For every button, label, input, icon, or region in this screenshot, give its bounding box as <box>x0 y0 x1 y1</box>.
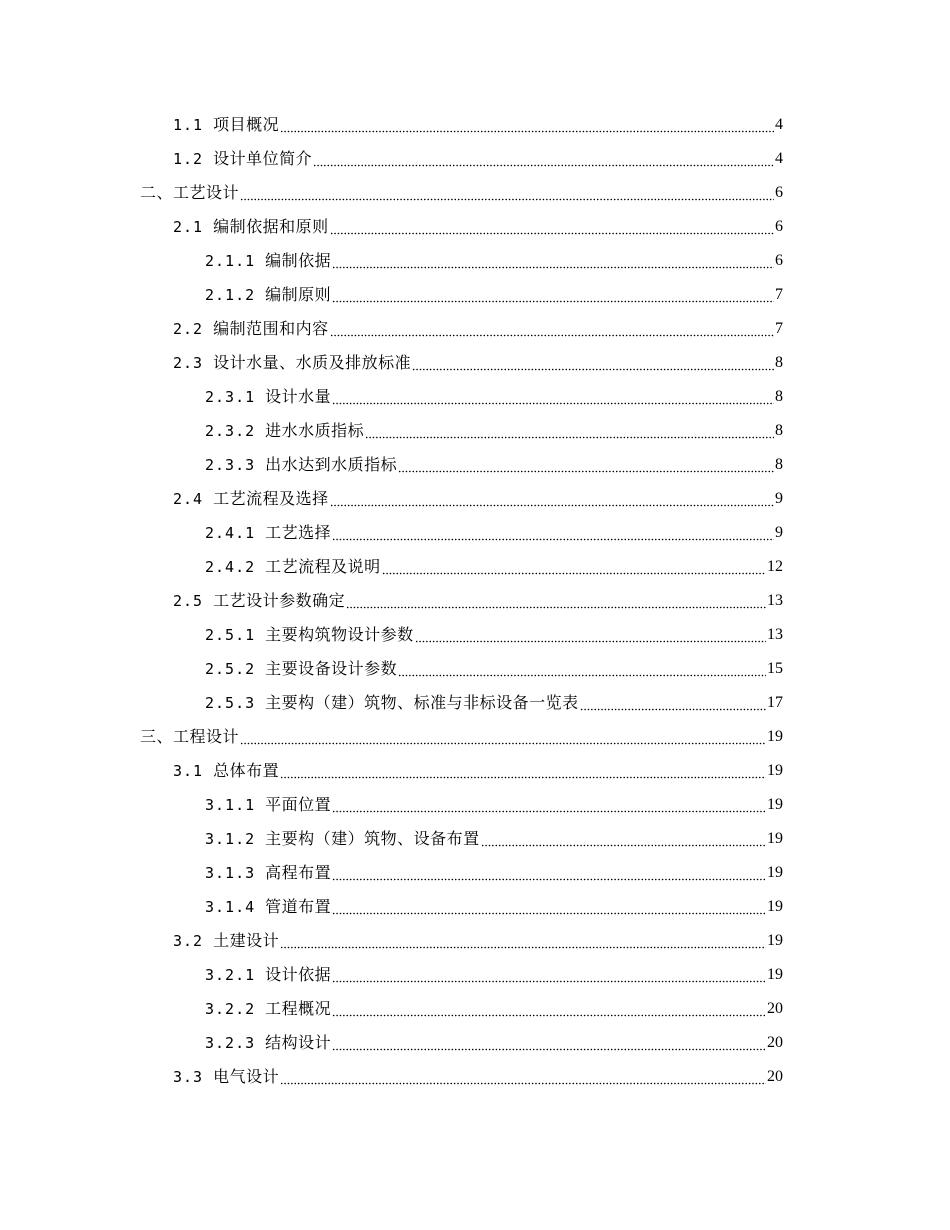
dot-leader <box>365 414 774 448</box>
toc-page-number: 13 <box>767 592 783 609</box>
toc-entry-number: 3.1.2 <box>205 830 256 848</box>
toc-entry-title <box>205 414 364 448</box>
toc-page-number: 6 <box>775 218 783 235</box>
toc-entry[interactable] <box>0 346 950 380</box>
toc-entry[interactable] <box>0 108 950 142</box>
toc-entry-number: 2.3.1 <box>205 388 256 406</box>
toc-page-number: 19 <box>767 864 783 881</box>
toc-entry-line <box>205 856 950 890</box>
toc-entry-label: 工程概况 <box>265 999 332 1018</box>
toc-entry-line <box>205 890 950 924</box>
toc-entry-line <box>205 414 950 448</box>
toc-entry-line <box>173 754 950 788</box>
toc-page-number: 8 <box>775 422 783 439</box>
toc-entry[interactable] <box>0 686 950 720</box>
toc-page-number: 19 <box>767 762 783 779</box>
toc-entry-label: 结构设计 <box>265 1033 332 1052</box>
toc-entry-title <box>205 380 331 414</box>
toc-entry-number: 2.5.2 <box>205 660 256 678</box>
dot-leader <box>412 346 774 380</box>
toc-page-number: 20 <box>767 1000 783 1017</box>
toc-entry-line <box>205 380 950 414</box>
toc-entry-label: 工艺设计参数确定 <box>213 591 346 610</box>
toc-entry-title <box>173 584 345 618</box>
toc-page-number: 8 <box>775 388 783 405</box>
toc-entry[interactable] <box>0 890 950 924</box>
toc-page-number: 19 <box>767 830 783 847</box>
toc-entry-number: 1.1 <box>173 116 204 134</box>
toc-entry[interactable] <box>0 754 950 788</box>
toc-entry[interactable] <box>0 448 950 482</box>
toc-entry-number: 3.2 <box>173 932 204 950</box>
toc-entry-label: 高程布置 <box>265 863 332 882</box>
toc-entry-number: 2.5.1 <box>205 626 256 644</box>
toc-entry-label: 主要构（建）筑物、设备布置 <box>265 829 480 848</box>
toc-page-number: 15 <box>767 660 783 677</box>
dot-leader <box>382 550 766 584</box>
toc-page-number: 13 <box>767 626 783 643</box>
toc-entry[interactable] <box>0 652 950 686</box>
toc-entry[interactable] <box>0 142 950 176</box>
toc-entry-label: 管道布置 <box>265 897 332 916</box>
toc-entry[interactable] <box>0 1026 950 1060</box>
toc-entry-line <box>140 720 950 754</box>
toc-entry-number: 2.4.2 <box>205 558 256 576</box>
dot-leader <box>332 244 774 278</box>
toc-entry-title <box>205 244 331 278</box>
toc-page-number: 7 <box>775 320 783 337</box>
toc-page-number: 19 <box>767 932 783 949</box>
toc-entry-label: 编制范围和内容 <box>213 319 329 338</box>
toc-entry[interactable] <box>0 244 950 278</box>
toc-entry-number: 2.3.3 <box>205 456 256 474</box>
toc-entry-line <box>205 516 950 550</box>
toc-entry-label: 主要构（建）筑物、标准与非标设备一览表 <box>265 693 579 712</box>
toc-entry[interactable] <box>0 822 950 856</box>
toc-entry-number: 1.2 <box>173 150 204 168</box>
dot-leader <box>280 924 766 958</box>
toc-entry-number: 2.4.1 <box>205 524 256 542</box>
toc-entry[interactable] <box>0 1060 950 1094</box>
toc-entry-label: 工艺选择 <box>265 523 332 542</box>
toc-entry-title <box>205 550 381 584</box>
dot-leader <box>332 278 774 312</box>
toc-entry-label: 编制依据 <box>265 251 332 270</box>
toc-entry[interactable] <box>0 516 950 550</box>
toc-entry[interactable] <box>0 618 950 652</box>
toc-entry-line <box>173 312 950 346</box>
toc-entry-line <box>140 176 950 210</box>
toc-entry-number: 3.3 <box>173 1068 204 1086</box>
toc-page-number: 4 <box>775 150 783 167</box>
toc-entry-title <box>205 448 397 482</box>
toc-entry-line <box>173 584 950 618</box>
toc-entry-title <box>205 686 579 720</box>
dot-leader <box>398 652 766 686</box>
toc-entry-line <box>205 652 950 686</box>
dot-leader <box>346 584 766 618</box>
toc-entry[interactable] <box>0 992 950 1026</box>
toc-entry-number: 2.5 <box>173 592 204 610</box>
toc-entry-line <box>173 142 950 176</box>
toc-entry-line <box>205 958 950 992</box>
toc-entry-label: 三、工程设计 <box>140 727 240 746</box>
toc-entry-label: 设计水量 <box>265 387 332 406</box>
toc-entry-title <box>173 482 329 516</box>
toc-entry-number: 3.1.3 <box>205 864 256 882</box>
dot-leader <box>280 754 766 788</box>
dot-leader <box>332 958 766 992</box>
toc-entry-line <box>205 244 950 278</box>
toc-entry[interactable] <box>0 788 950 822</box>
toc-page-number: 4 <box>775 116 783 133</box>
toc-entry-label: 出水达到水质指标 <box>265 455 398 474</box>
toc-entry-title <box>173 1060 279 1094</box>
toc-entry-line <box>205 618 950 652</box>
toc-entry-title <box>205 618 414 652</box>
toc-entry-label: 电气设计 <box>213 1067 280 1086</box>
dot-leader <box>332 380 774 414</box>
dot-leader <box>332 1026 766 1060</box>
toc-page-number: 6 <box>775 184 783 201</box>
toc-page-number: 6 <box>775 252 783 269</box>
toc-entry-number: 2.1 <box>173 218 204 236</box>
toc-entry-title <box>140 176 239 210</box>
toc-entry-number: 3.1.4 <box>205 898 256 916</box>
toc-entry-number: 3.2.2 <box>205 1000 256 1018</box>
toc-entry-title <box>205 992 331 1026</box>
toc-entry-title <box>173 346 411 380</box>
table-of-contents <box>0 108 950 1094</box>
toc-entry-label: 二、工艺设计 <box>140 183 240 202</box>
toc-entry-label: 设计依据 <box>265 965 332 984</box>
toc-entry-label: 进水水质指标 <box>265 421 365 440</box>
dot-leader <box>280 1060 766 1094</box>
toc-entry-line <box>205 1026 950 1060</box>
dot-leader <box>415 618 766 652</box>
toc-entry-line <box>205 822 950 856</box>
toc-entry-line <box>205 992 950 1026</box>
toc-entry-line <box>173 1060 950 1094</box>
toc-page-number: 19 <box>767 966 783 983</box>
dot-leader <box>332 890 766 924</box>
toc-page-number: 19 <box>767 898 783 915</box>
toc-entry-number: 2.5.3 <box>205 694 256 712</box>
toc-entry-label: 工艺流程及选择 <box>213 489 329 508</box>
toc-entry-title <box>173 210 329 244</box>
toc-entry-number: 3.2.3 <box>205 1034 256 1052</box>
toc-entry-label: 设计水量、水质及排放标准 <box>213 353 412 372</box>
toc-entry-title <box>140 720 239 754</box>
toc-entry-number: 2.3 <box>173 354 204 372</box>
toc-entry-line <box>205 686 950 720</box>
toc-entry[interactable] <box>0 210 950 244</box>
toc-entry-title <box>173 142 312 176</box>
dot-leader <box>313 142 774 176</box>
toc-entry-title <box>205 516 331 550</box>
toc-entry-title <box>205 822 480 856</box>
toc-page-number: 12 <box>767 558 783 575</box>
toc-entry[interactable] <box>0 278 950 312</box>
toc-page-number: 7 <box>775 286 783 303</box>
toc-entry[interactable] <box>0 312 950 346</box>
toc-entry-number: 3.2.1 <box>205 966 256 984</box>
toc-entry-line <box>173 482 950 516</box>
dot-leader <box>330 210 774 244</box>
toc-entry-line <box>205 788 950 822</box>
toc-page-number: 20 <box>767 1034 783 1051</box>
toc-page-number: 19 <box>767 728 783 745</box>
toc-entry[interactable] <box>0 856 950 890</box>
toc-entry-title <box>205 958 331 992</box>
toc-entry-title <box>173 924 279 958</box>
dot-leader <box>332 856 766 890</box>
toc-entry-line <box>173 210 950 244</box>
dot-leader <box>240 176 774 210</box>
toc-entry-title <box>173 108 279 142</box>
toc-page-number: 8 <box>775 456 783 473</box>
toc-entry-title <box>205 1026 331 1060</box>
dot-leader <box>332 516 774 550</box>
toc-entry-title <box>205 652 397 686</box>
toc-entry-number: 2.2 <box>173 320 204 338</box>
toc-page-number: 17 <box>767 694 783 711</box>
toc-entry-number: 3.1 <box>173 762 204 780</box>
dot-leader <box>398 448 774 482</box>
dot-leader <box>240 720 766 754</box>
dot-leader <box>330 312 774 346</box>
toc-entry[interactable] <box>0 584 950 618</box>
toc-entry-label: 平面位置 <box>265 795 332 814</box>
dot-leader <box>332 992 766 1026</box>
toc-entry[interactable] <box>0 380 950 414</box>
toc-entry-label: 工艺流程及说明 <box>265 557 381 576</box>
toc-entry-number: 2.1.1 <box>205 252 256 270</box>
toc-entry-label: 土建设计 <box>213 931 280 950</box>
toc-page-number: 9 <box>775 490 783 507</box>
toc-entry-label: 总体布置 <box>213 761 280 780</box>
dot-leader <box>580 686 766 720</box>
toc-page-number: 8 <box>775 354 783 371</box>
toc-entry[interactable] <box>0 720 950 754</box>
toc-entry-line <box>173 346 950 380</box>
toc-entry-label: 主要设备设计参数 <box>265 659 398 678</box>
toc-entry-line <box>205 278 950 312</box>
toc-entry[interactable] <box>0 176 950 210</box>
toc-entry-line <box>173 108 950 142</box>
toc-entry-label: 编制原则 <box>265 285 332 304</box>
toc-entry-number: 2.3.2 <box>205 422 256 440</box>
dot-leader <box>481 822 766 856</box>
dot-leader <box>332 788 766 822</box>
toc-entry-title <box>205 278 331 312</box>
toc-page-number: 20 <box>767 1068 783 1085</box>
toc-entry-label: 设计单位简介 <box>213 149 313 168</box>
toc-entry-title <box>205 788 331 822</box>
dot-leader <box>280 108 774 142</box>
toc-entry-number: 2.1.2 <box>205 286 256 304</box>
toc-entry-label: 编制依据和原则 <box>213 217 329 236</box>
toc-entry-title <box>173 754 279 788</box>
toc-entry[interactable] <box>0 482 950 516</box>
toc-entry-line <box>205 550 950 584</box>
toc-entry-line <box>205 448 950 482</box>
toc-entry-number: 2.4 <box>173 490 204 508</box>
toc-entry-title <box>205 856 331 890</box>
toc-entry-line <box>173 924 950 958</box>
toc-entry[interactable] <box>0 958 950 992</box>
toc-entry-title <box>205 890 331 924</box>
toc-entry-title <box>173 312 329 346</box>
toc-page-number: 9 <box>775 524 783 541</box>
toc-entry[interactable] <box>0 550 950 584</box>
toc-entry-number: 3.1.1 <box>205 796 256 814</box>
toc-page-number: 19 <box>767 796 783 813</box>
dot-leader <box>330 482 774 516</box>
toc-entry[interactable] <box>0 924 950 958</box>
toc-entry-label: 项目概况 <box>213 115 280 134</box>
toc-entry-label: 主要构筑物设计参数 <box>265 625 414 644</box>
toc-entry[interactable] <box>0 414 950 448</box>
